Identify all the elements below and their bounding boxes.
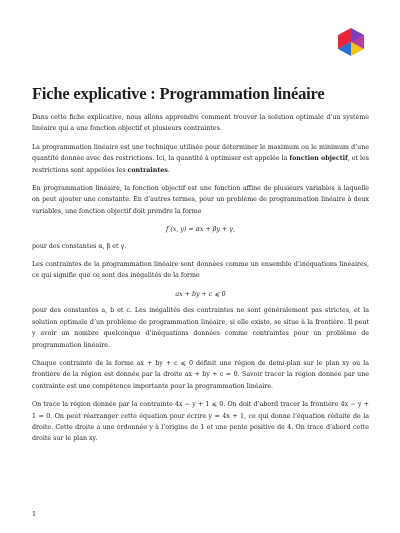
constraint-formula: ax + by + c ⩽ 0: [175, 290, 226, 298]
page-title: Fiche explicative : Programmation linéaire: [32, 84, 325, 103]
definition-paragraph: La programmation linéaire est une technique utilisée pour déterminer le maximum ou le minimum d’une quantité donnée avec des restrictions. Ici, la quantité à optimiser est appelée la fonction objectif, et les restrictions sont appelées les contraintes.: [32, 143, 370, 174]
objective-function-formula: f (x, y) = αx + βy + γ,: [166, 226, 235, 234]
constraints-detail-paragraph: pour des constantes a, b et c. Les inégalités des contraintes ne sont généralement pas strictes, et la solution optimale d’un problème de programmation linéaire, si elle existe, se situe à la frontière. Il peut y avoir un nombre quelconque d’inéquations données comme contraintes pour un problème de programmation linéaire.: [32, 307, 369, 349]
document-body: [32, 112, 369, 452]
example-paragraph: On trace la région donnée par la contrainte 4x − y + 1 ⩽ 0. On doit d’abord tracer la frontière 4x − y + 1 = 0. On peut réarranger cette équation pour écrire y = 4x + 1, ce qui donne l’équation réduite de la droite. Cette droite a une ordonnée y à l’origine de 1 et une pente positive de 4. On trace d’abord cette droite sur le plan xy.: [32, 401, 369, 443]
half-plane-paragraph: Chaque contrainte de la forme ax + by + c ⩽ 0 définit une région de demi-plan sur le plan xy où la frontière de la région est donnée par la droite ax + by + c = 0. Savoir tracer la région donnée par une contrainte est une compétence importante pour la programmation linéaire.: [32, 359, 369, 390]
logo-icon: [335, 26, 367, 58]
term-constraints: contraintes: [127, 166, 168, 174]
constants-paragraph: pour des constantes α, β et γ.: [32, 242, 127, 250]
constraints-paragraph: Les contraintes de la programmation linéaire sont données comme un ensemble d’inéquations linéaires, ce qui signifie que ce sont des inégalités de la forme: [32, 261, 369, 280]
intro-paragraph: Dans cette fiche explicative, nous allons apprendre comment trouver la solution optimale d’un système linéaire qui a une fonction objectif et plusieurs contraintes.: [32, 114, 369, 133]
term-objective-function: fonction objectif: [289, 155, 348, 163]
objective-function-paragraph: En programmation linéaire, la fonction objectif est une fonction affine de plusieurs variables à laquelle on peut ajouter une constante. En d’autres termes, pour un problème de programmation linéaire à deux variables, une fonction objectif doit prendre la forme: [32, 185, 369, 215]
page-number: 1: [32, 510, 37, 518]
